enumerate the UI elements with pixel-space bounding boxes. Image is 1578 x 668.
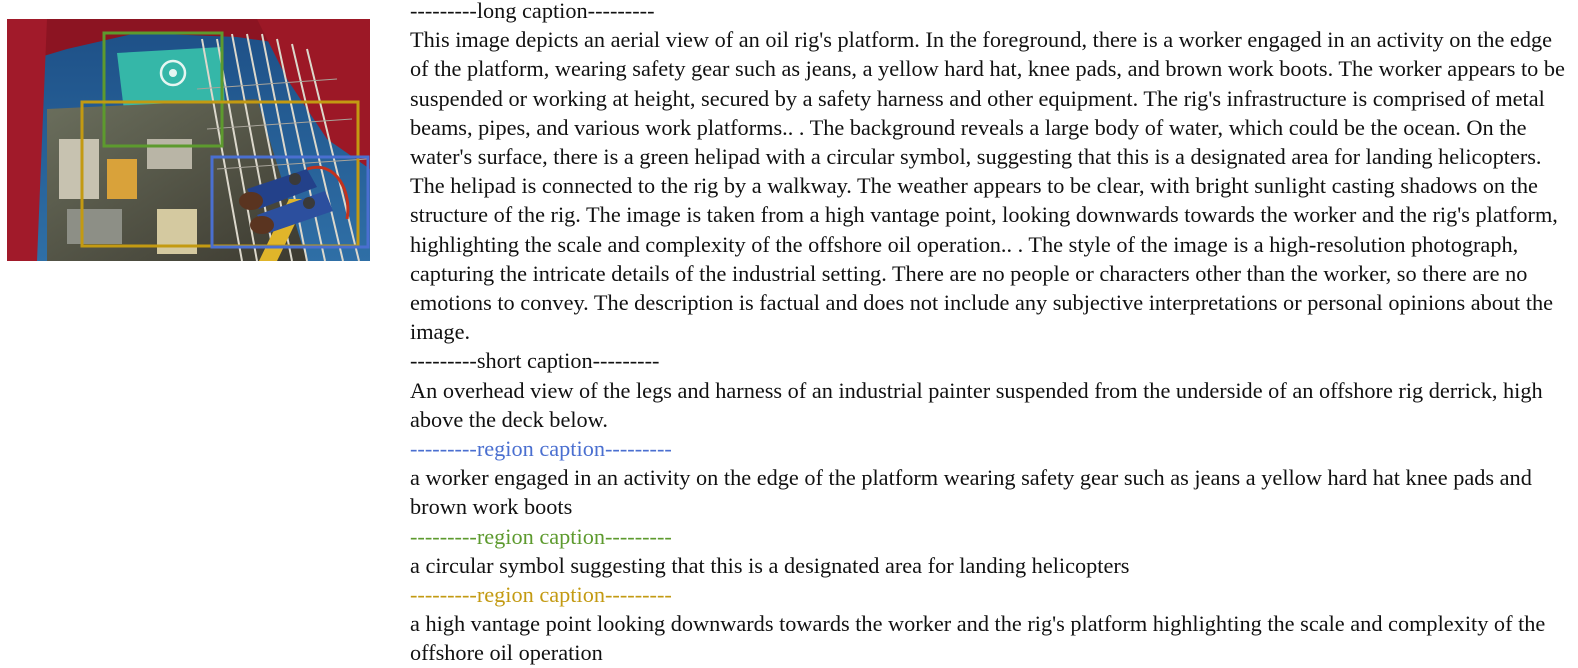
oil-rig-photo-illustration xyxy=(7,19,370,261)
long-caption-header: ---------long caption--------- xyxy=(410,0,655,23)
region-caption-text-helipad: a circular symbol suggesting that this is a designated area for landing helicopters xyxy=(410,552,1130,578)
knee-pad-left xyxy=(289,173,301,185)
short-caption-header: ---------short caption--------- xyxy=(410,348,660,374)
work-boot-right xyxy=(250,216,274,234)
deck-container-d xyxy=(147,139,192,169)
short-caption-text: An overhead view of the legs and harness of an industrial painter suspended from the underside of an offshore rig derrick, high above the deck below. xyxy=(410,377,1543,432)
region-caption-header-helipad: ---------region caption--------- xyxy=(410,523,672,549)
deck-container-b xyxy=(107,159,137,199)
long-caption-text: This image depicts an aerial view of an oil rig's platform. In the foreground, there is a worker engaged in an activity on the edge of the platform, wearing safety gear such as jeans, a yellow hard hat, knee pads, and brown work boots. The worker appears to be suspended or working at height, secured by a safety harness and other equipment. The rig's infrastructure is comprised of metal beams, pipes, and various work platforms.. . The background reveals a large body of water, which could be the ocean. On the water's surface, there is a green helipad with a circular symbol, suggesting that this is a designated area for landing helicopters. The helipad is connected to the rig by a walkway. The weather appears to be clear, with bright sunlight casting shadows on the structure of the rig. The image is taken from a high vantage point, looking downwards towards the worker and the rig's platform, highlighting the scale and complexity of the offshore oil operation.. . The style of the image is a high-resolution photograph, capturing the intricate details of the industrial setting. There are no people or characters other than the worker, so there are no emotions to convey. The description is factual and does not include any subjective interpretations or personal opinions about the image. xyxy=(410,27,1565,345)
region-caption-header-vantage-point: ---------region caption--------- xyxy=(410,582,672,608)
deck-container-a xyxy=(59,139,99,199)
caption-panel xyxy=(410,0,1574,668)
region-caption-text-worker: a worker engaged in an activity on the edge of the platform wearing safety gear such as jeans a yellow hard hat knee pads and brown work boots xyxy=(410,465,1532,520)
work-boot-left xyxy=(239,192,263,210)
region-caption-header-worker: ---------region caption--------- xyxy=(410,436,672,462)
deck-container-c xyxy=(67,209,122,244)
helipad-center-mark xyxy=(169,69,177,77)
region-caption-text-vantage-point: a high vantage point looking downwards towards the worker and the rig's platform highlighting the scale and complexity of the offshore oil operation xyxy=(410,611,1546,666)
oil-rig-photo xyxy=(7,19,370,261)
knee-pad-right xyxy=(303,197,315,209)
